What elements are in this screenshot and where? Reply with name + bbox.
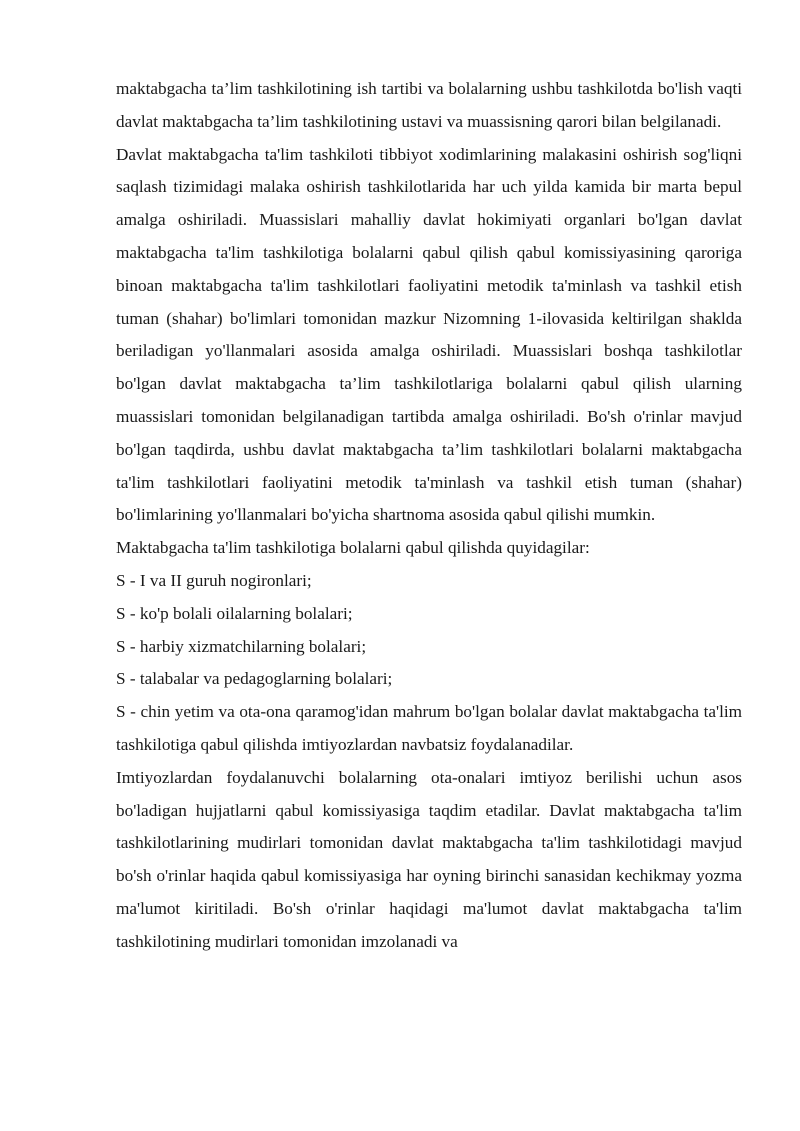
list-item-disabled: S - I va II guruh nogironlari;	[116, 570, 312, 590]
paragraph-documents: Imtiyozlardan foydalanuvchi bolalarning ota-onalari imtiyoz berilishi uchun asos bo'ladigan hujjatlarni qabul komissiyasiga taqdim etadilar. Davlat maktabgacha ta'lim tashkilotlarining mudirlari tomonidan davlat maktabgacha ta'lim tashkilotidagi mavjud bo'sh o'rinlar haqida qabul komissiyasiga har oyning birinchi sanasidan kechikmay yozma ma'lumot kiritiladi. Bo'sh o'rinlar haqidagi ma'lumot davlat maktabgacha ta'lim tashkilotining mudirlari tomonidan imzolanadi va	[116, 767, 742, 951]
document-page	[116, 73, 742, 959]
paragraph-privileges-intro: Maktabgacha ta'lim tashkilotiga bolalarni qabul qilishda quyidagilar:	[116, 538, 590, 558]
paragraph-schedule: maktabgacha ta’lim tashkilotining ish tartibi va bolalarning ushbu tashkilotda bo'lish vaqti davlat maktabgacha ta’lim tashkilotining ustavi va muassisning qarori bilan belgilanadi.	[116, 79, 742, 131]
list-item-orphans: S - chin yetim va ota-ona qaramog'idan mahrum bo'lgan bolalar davlat maktabgacha ta'lim tashkilotiga qabul qilishda imtiyozlardan navbatsiz foydalanadilar.	[116, 702, 742, 754]
paragraph-admission-rules: Davlat maktabgacha ta'lim tashkiloti tibbiyot xodimlarining malakasini oshirish sog'liqni saqlash tizimidagi malaka oshirish tashkilotlarida har uch yilda kamida bir marta bepul amalga oshiriladi. Muassislari mahalliy davlat hokimiyati organlari bo'lgan davlat maktabgacha ta'lim tashkilotiga bolalarni qabul qilish qabul komissiyasining qaroriga binoan maktabgacha ta'lim tashkilotlari faoliyatini metodik ta'minlash va tashkil etish tuman (shahar) bo'limlari tomonidan mazkur Nizomning 1-ilovasida keltirilgan shaklda beriladigan yo'llanmalari asosida amalga oshiriladi. Muassislari boshqa tashkilotlar bo'lgan davlat maktabgacha ta’lim tashkilotlariga bolalarni qabul qilish ularning muassislari tomonidan belgilanadigan tartibda amalga oshiriladi. Bo'sh o'rinlar mavjud bo'lgan taqdirda, ushbu davlat maktabgacha ta’lim tashkilotlari bolalarni maktabgacha ta'lim tashkilotlari faoliyatini metodik ta'minlash va tashkil etish tuman (shahar) bo'limlarining yo'llanmalari bo'yicha shartnoma asosida qabul qilishi mumkin.	[116, 144, 742, 525]
list-item-large-families: S - ko'p bolali oilalarning bolalari;	[116, 603, 353, 623]
list-item-students-teachers: S - talabalar va pedagoglarning bolalari;	[116, 669, 393, 689]
list-item-military: S - harbiy xizmatchilarning bolalari;	[116, 636, 367, 656]
